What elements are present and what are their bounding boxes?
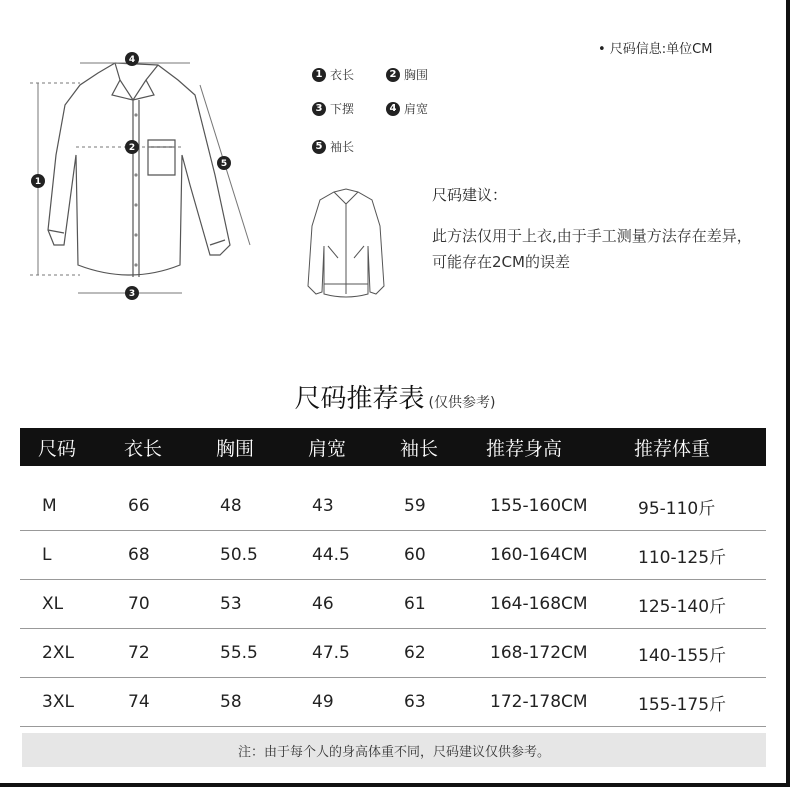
- cell-sleeve: 62: [404, 643, 426, 663]
- cell-weight: 125-140斤: [638, 596, 727, 617]
- table-row: [20, 629, 766, 678]
- legend-label: 衣长: [330, 68, 355, 82]
- jacket-sketch: [304, 186, 388, 302]
- cell-height: 172-178CM: [490, 692, 588, 712]
- header-length: 衣长: [124, 437, 163, 460]
- cell-shoulder: 43: [312, 496, 334, 516]
- cell-chest: 55.5: [220, 643, 258, 663]
- legend-label: 下摆: [330, 102, 355, 116]
- cell-shoulder: 49: [312, 692, 334, 712]
- cell-length: 74: [128, 692, 150, 712]
- disclaimer-note: 注：由于每个人的身高体重不同，尺码建议仅供参考。: [22, 733, 766, 767]
- cell-height: 168-172CM: [490, 643, 588, 663]
- header-shoulder: 肩宽: [308, 437, 347, 460]
- legend-number: 1: [312, 68, 326, 82]
- cell-shoulder: 47.5: [312, 643, 350, 663]
- legend-label: 袖长: [330, 140, 355, 154]
- cell-size: 3XL: [42, 692, 74, 712]
- advice-text: 此方法仅用于上衣,由于手工测量方法存在差异，可能存在2CM的误差: [432, 227, 752, 271]
- legend-item-sleeve: [312, 138, 354, 155]
- header-weight: 推荐体重: [634, 437, 711, 460]
- cell-weight: 155-175斤: [638, 694, 727, 715]
- table-row: [20, 531, 766, 580]
- size-table: [20, 428, 766, 727]
- legend-number: 2: [386, 68, 400, 82]
- cell-sleeve: 59: [404, 496, 426, 516]
- marker-1: 1: [34, 177, 42, 187]
- table-row: [20, 678, 766, 727]
- cell-height: 155-160CM: [490, 496, 588, 516]
- cell-size: XL: [42, 594, 64, 614]
- shirt-diagram: [20, 45, 270, 305]
- cell-chest: 58: [220, 692, 242, 712]
- cell-weight: 110-125斤: [638, 547, 727, 568]
- legend-item-chest: [386, 66, 428, 83]
- marker-3: 3: [128, 289, 136, 299]
- cell-sleeve: 61: [404, 594, 426, 614]
- cell-chest: 48: [220, 496, 242, 516]
- cell-sleeve: 60: [404, 545, 426, 565]
- cell-height: 160-164CM: [490, 545, 588, 565]
- cell-shoulder: 44.5: [312, 545, 350, 565]
- cell-size: L: [42, 545, 52, 565]
- legend-item-shoulder: [386, 100, 428, 117]
- table-title: 尺码推荐表: [294, 384, 425, 414]
- table-row: [20, 482, 766, 531]
- cell-length: 72: [128, 643, 150, 663]
- cell-length: 66: [128, 496, 150, 516]
- cell-size: M: [42, 496, 57, 516]
- header-sleeve: 袖长: [400, 437, 439, 460]
- legend-item-length: [312, 66, 354, 83]
- legend-label: 胸围: [404, 68, 429, 82]
- header-height: 推荐身高: [486, 437, 563, 460]
- cell-chest: 53: [220, 594, 242, 614]
- legend-number: 4: [386, 102, 400, 116]
- header-chest: 胸围: [216, 437, 255, 460]
- legend-item-hem: [312, 100, 354, 117]
- cell-shoulder: 46: [312, 594, 334, 614]
- cell-sleeve: 63: [404, 692, 426, 712]
- unit-info: • 尺码信息:单位CM: [598, 42, 713, 57]
- header-size: 尺码: [38, 437, 77, 460]
- cell-height: 164-168CM: [490, 594, 588, 614]
- marker-5: 5: [220, 159, 228, 169]
- table-title-block: [0, 378, 790, 415]
- table-row: [20, 580, 766, 629]
- marker-4: 4: [128, 55, 136, 65]
- table-subtitle: (仅供参考): [428, 395, 496, 411]
- legend-number: 5: [312, 140, 326, 154]
- cell-chest: 50.5: [220, 545, 258, 565]
- cell-weight: 140-155斤: [638, 645, 727, 666]
- marker-2: 2: [128, 143, 136, 153]
- advice-title: 尺码建议：: [432, 186, 508, 204]
- legend-number: 3: [312, 102, 326, 116]
- cell-weight: 95-110斤: [638, 498, 716, 519]
- legend-label: 肩宽: [404, 102, 429, 116]
- cell-length: 70: [128, 594, 150, 614]
- table-header: [20, 428, 766, 466]
- cell-size: 2XL: [42, 643, 74, 663]
- cell-length: 68: [128, 545, 150, 565]
